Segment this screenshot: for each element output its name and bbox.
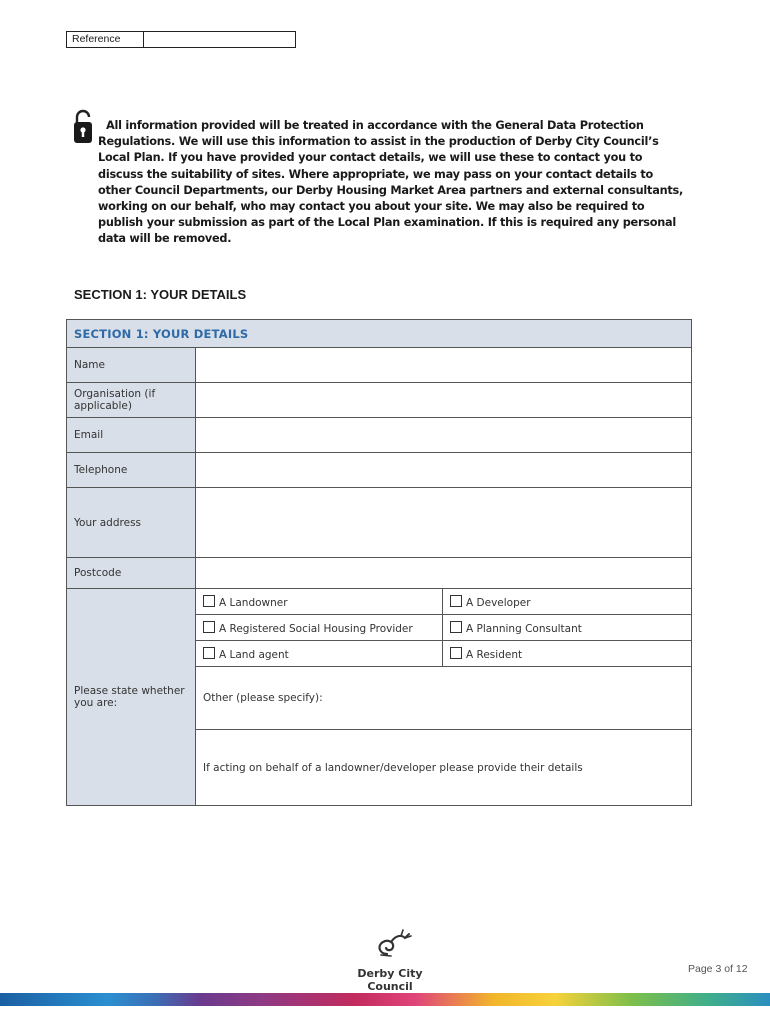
padlock-icon (72, 108, 94, 144)
organisation-field[interactable] (196, 383, 692, 418)
address-label: Your address (67, 488, 196, 558)
housing-provider-checkbox[interactable] (203, 621, 215, 633)
your-details-table (66, 319, 692, 806)
resident-label: A Resident (466, 648, 523, 661)
resident-checkbox[interactable] (450, 647, 462, 659)
other-field[interactable] (196, 667, 692, 730)
land-agent-label: A Land agent (219, 648, 289, 661)
state-whether-label: Please state whether you are: (67, 589, 196, 806)
behalf-details-field[interactable] (196, 730, 692, 806)
postcode-label: Postcode (67, 558, 196, 589)
landowner-checkbox[interactable] (203, 595, 215, 607)
option-developer[interactable] (443, 589, 692, 615)
address-field[interactable] (196, 488, 692, 558)
ram-logo-icon (367, 928, 413, 960)
behalf-details-label: If acting on behalf of a landowner/developer please provide their details (203, 761, 583, 774)
developer-label: A Developer (466, 596, 531, 609)
footer-color-bar (0, 993, 770, 1006)
option-planning-consultant[interactable] (443, 615, 692, 641)
organisation-label: Organisation (if applicable) (67, 383, 196, 418)
reference-field[interactable] (144, 32, 295, 47)
option-resident[interactable] (443, 641, 692, 667)
council-logo (340, 928, 440, 993)
logo-text: Derby City Council (357, 967, 423, 993)
name-field[interactable] (196, 348, 692, 383)
gdpr-notice: All information provided will be treated in accordance with the General Data Protection Regulations. We will use this information to assist in the production of Derby City Council’s Local Plan. If you have provided your contact details, we will use these to contact you to discuss the suitability of sites. Where appropriate, we may pass on your contact details to other Council Departments, our Derby Housing Market Area partners and external consultants, working on our behalf, who may contact you about your site. We may also be required to publish your submission as part of the Local Plan examination. If this is required any personal data will be removed. (98, 119, 684, 246)
option-housing-provider[interactable] (196, 615, 443, 641)
section-heading: SECTION 1: YOUR DETAILS (74, 287, 247, 302)
land-agent-checkbox[interactable] (203, 647, 215, 659)
telephone-label: Telephone (67, 453, 196, 488)
postcode-field[interactable] (196, 558, 692, 589)
planning-consultant-checkbox[interactable] (450, 621, 462, 633)
page-number: Page 3 of 12 (688, 963, 748, 975)
email-field[interactable] (196, 418, 692, 453)
option-landowner[interactable] (196, 589, 443, 615)
name-label: Name (67, 348, 196, 383)
table-header: SECTION 1: YOUR DETAILS (67, 320, 692, 348)
planning-consultant-label: A Planning Consultant (466, 622, 582, 635)
email-label: Email (67, 418, 196, 453)
option-land-agent[interactable] (196, 641, 443, 667)
housing-provider-label: A Registered Social Housing Provider (219, 622, 413, 635)
landowner-label: A Landowner (219, 596, 288, 609)
reference-box (66, 31, 296, 48)
other-label: Other (please specify): (203, 692, 323, 704)
telephone-field[interactable] (196, 453, 692, 488)
developer-checkbox[interactable] (450, 595, 462, 607)
reference-label: Reference (67, 32, 144, 47)
